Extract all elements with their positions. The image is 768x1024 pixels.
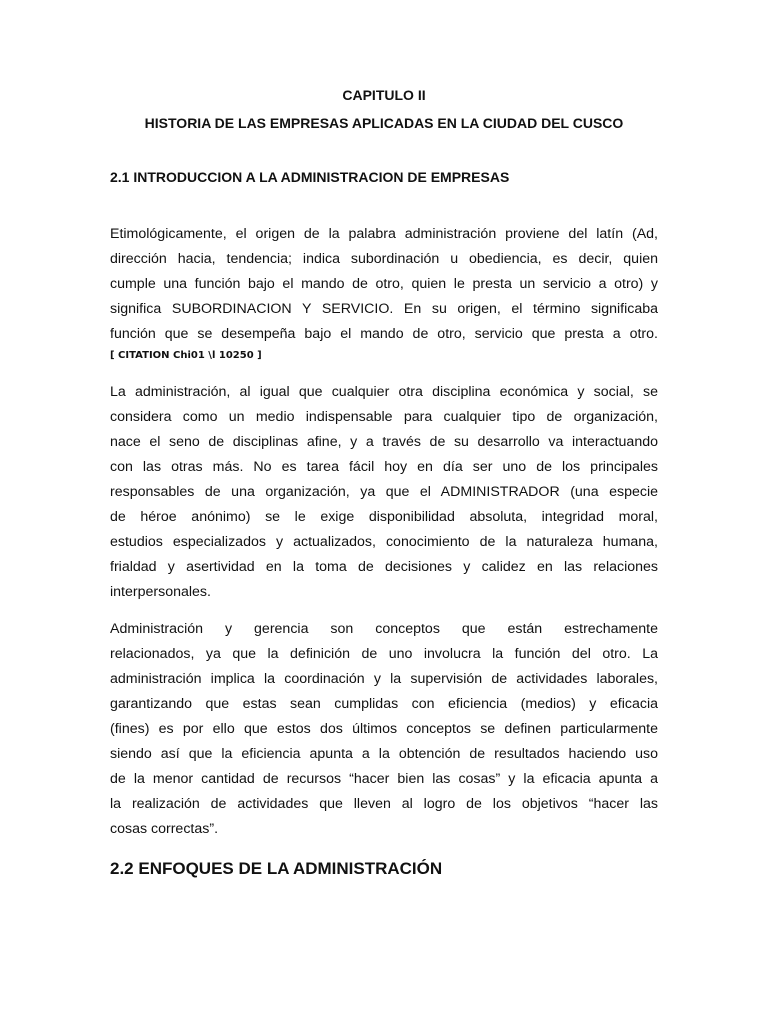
paragraph-management: [110, 617, 658, 842]
paragraph-line: relacionados, ya que la definición de uno involucra la función del otro. La: [110, 646, 658, 662]
paragraph-line: garantizando que estas sean cumplidas con eficiencia (medios) y eficacia: [110, 696, 658, 712]
section-heading-2-1: 2.1 INTRODUCCION A LA ADMINISTRACION DE EMPRESAS: [110, 169, 510, 185]
paragraph-line: responsables de una organización, ya que el ADMINISTRADOR (una especie: [110, 484, 658, 500]
paragraph-line: considera como un medio indispensable para cualquier tipo de organización,: [110, 409, 658, 425]
paragraph-line: con las otras más. No es tarea fácil hoy en día ser uno de los principales: [110, 459, 658, 475]
paragraph-line: Administración y gerencia son conceptos que están estrechamente: [110, 621, 658, 637]
paragraph-line: significa SUBORDINACION Y SERVICIO. En su origen, el término significaba: [110, 301, 658, 317]
paragraph-line: administración implica la coordinación y la supervisión de actividades laborales,: [110, 671, 658, 687]
paragraph-line: La administración, al igual que cualquier otra disciplina económica y social, se: [110, 384, 658, 400]
paragraph-line: nace el seno de disciplinas afine, y a través de su desarrollo va interactuando: [110, 434, 658, 450]
paragraph-line: interpersonales.: [110, 584, 211, 600]
paragraph-line: frialdad y asertividad en la toma de decisiones y calidez en las relaciones: [110, 559, 658, 575]
paragraph-line: (fines) es por ello que estos dos últimos conceptos se definen particularmente: [110, 721, 658, 737]
paragraph-line: función que se desempeña bajo el mando de otro, servicio que presta a otro.: [110, 326, 658, 342]
paragraph-line: dirección hacia, tendencia; indica subordinación u obediencia, es decir, quien: [110, 251, 658, 267]
chapter-label: CAPITULO II: [342, 87, 426, 103]
paragraph-line: Etimológicamente, el origen de la palabra administración proviene del latín (Ad,: [110, 226, 658, 242]
paragraph-discipline: [110, 380, 658, 605]
paragraph-line: de la menor cantidad de recursos “hacer bien las cosas” y la eficacia apunta a: [110, 771, 658, 787]
paragraph-etymology: [110, 222, 658, 363]
citation-field: [ CITATION Chi01 \l 10250 ]: [110, 350, 262, 361]
paragraph-line: estudios especializados y actualizados, conocimiento de la naturaleza humana,: [110, 534, 658, 550]
paragraph-line: siendo así que la eficiencia apunta a la obtención de resultados haciendo uso: [110, 746, 658, 762]
paragraph-line: de héroe anónimo) se le exige disponibilidad absoluta, integridad moral,: [110, 509, 658, 525]
section-heading-2-2: 2.2 ENFOQUES DE LA ADMINISTRACIÓN: [110, 859, 443, 878]
paragraph-line: la realización de actividades que lleven al logro de los objetivos “hacer las: [110, 796, 658, 812]
paragraph-line: cumple una función bajo el mando de otro, quien le presta un servicio a otro) y: [110, 276, 658, 292]
chapter-title: HISTORIA DE LAS EMPRESAS APLICADAS EN LA CIUDAD DEL CUSCO: [144, 115, 624, 131]
paragraph-line: cosas correctas”.: [110, 821, 219, 837]
